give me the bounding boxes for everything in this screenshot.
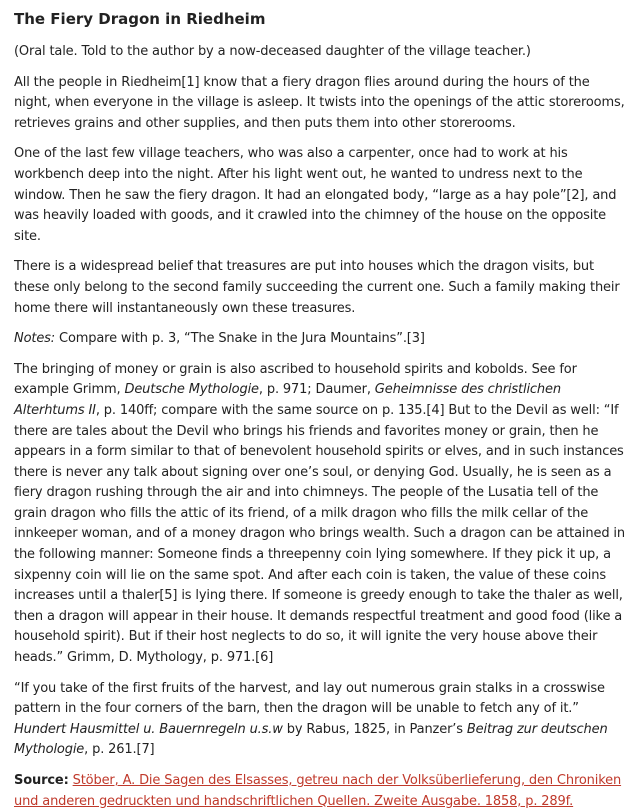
commentary-text-3: , p. 140ff; compare with the same source on p. 135.[4] But to the Devil as well: “If there are tales about the Devil who brings his friends and favorites money or grain, then he appears in a form similar to that of benevolent household spirits or elves, and in such instances there is never any talk about signing over one’s soul, or denying God. Usually, he is seen as a fiery dragon rushing through the air and into chimneys. The people of the Lusatia tell of the grain dragon who fills the attic of its friend, of a milk dragon who fills the milk cellar of the innkeeper woman, and of a money dragon who brings wealth. Such a dragon can be attained in the following manner: Someone finds a threepenny coin lying somewhere. If they pick it up, a sixpenny coin will lie on the same spot. And after each coin is taken, the value of these coins increases until a thaler[5] is lying there. If someone is greedy enough to take the thaler as well, then a dragon will appear in their house. It demands respectful treatment and good food (like a household spirit). But if their host neglects to do so, it will ignite the very house above their heads.” Grimm, D. Mythology, p. 971.[6] [14, 402, 625, 666]
commentary-text-1: The bringing of money or grain is also ascribed to household spirits and kobolds. See for example Grimm, [14, 361, 577, 398]
notes-text: Compare with p. 3, “The Snake in the Jura Mountains”.[3] [55, 331, 425, 347]
paragraph-2: One of the last few village teachers, who was also a carpenter, once had to work at his workbench deep into the night. After his light went out, he wanted to undress next to the window. Then he saw the fiery dragon. It had an elongated body, “large as a hay pole”[2], and was heavily loaded with goods, and it crawled into the chimney of the house on the opposite site. [14, 146, 617, 244]
page-title: The Fiery Dragon in Riedheim [14, 10, 266, 28]
commentary-text-2: , p. 971; Daumer, [258, 382, 375, 398]
commentary-title-1: Deutsche Mythologie [124, 382, 259, 398]
quote-title-2: Beitrag zur deutschen Mythologie [14, 721, 608, 758]
source-paragraph [14, 771, 627, 812]
commentary-paragraph [14, 360, 627, 669]
source-link[interactable]: Stöber, A. Die Sagen des Elsasses, getreu nach der Volksüberlieferung, den Chroniken und anderen gedruckten und handschriftlichen Quellen. Zweite Ausgabe. 1858, p. 289f. [14, 773, 622, 809]
source-label: Source: [14, 773, 69, 788]
quote-text-2: by Rabus, 1825, in Panzer’s [282, 721, 467, 737]
notes-label: Notes: [14, 331, 56, 347]
quote-paragraph [14, 679, 627, 761]
quote-text-1: “If you take of the first fruits of the harvest, and lay out numerous grain stalks in a crosswise pattern in the four corners of the barn, then the dragon will be unable to fetch any of it.” [14, 680, 605, 717]
notes-paragraph [14, 329, 627, 350]
paragraph-3: There is a widespread belief that treasures are put into houses which the dragon visits, but these only belong to the second family succeeding the current one. Such a family making their home there will instantaneously own these treasures. [14, 259, 620, 316]
commentary-title-2: Geheimnisse des christlichen Alterhtums II [14, 382, 561, 418]
quote-text-3: , p. 261.[7] [84, 742, 155, 758]
paragraph-1: All the people in Riedheim[1] know that a fiery dragon flies around during the hours of the night, when everyone in the village is asleep. It twists into the openings of the attic storerooms, retrieves grains and other supplies, and then puts them into other storerooms. [14, 74, 625, 131]
intro-paragraph: (Oral tale. Told to the author by a now-deceased daughter of the village teacher.) [14, 44, 531, 59]
quote-title-1: Hundert Hausmittel u. Bauernregeln u.s.w [14, 721, 283, 737]
